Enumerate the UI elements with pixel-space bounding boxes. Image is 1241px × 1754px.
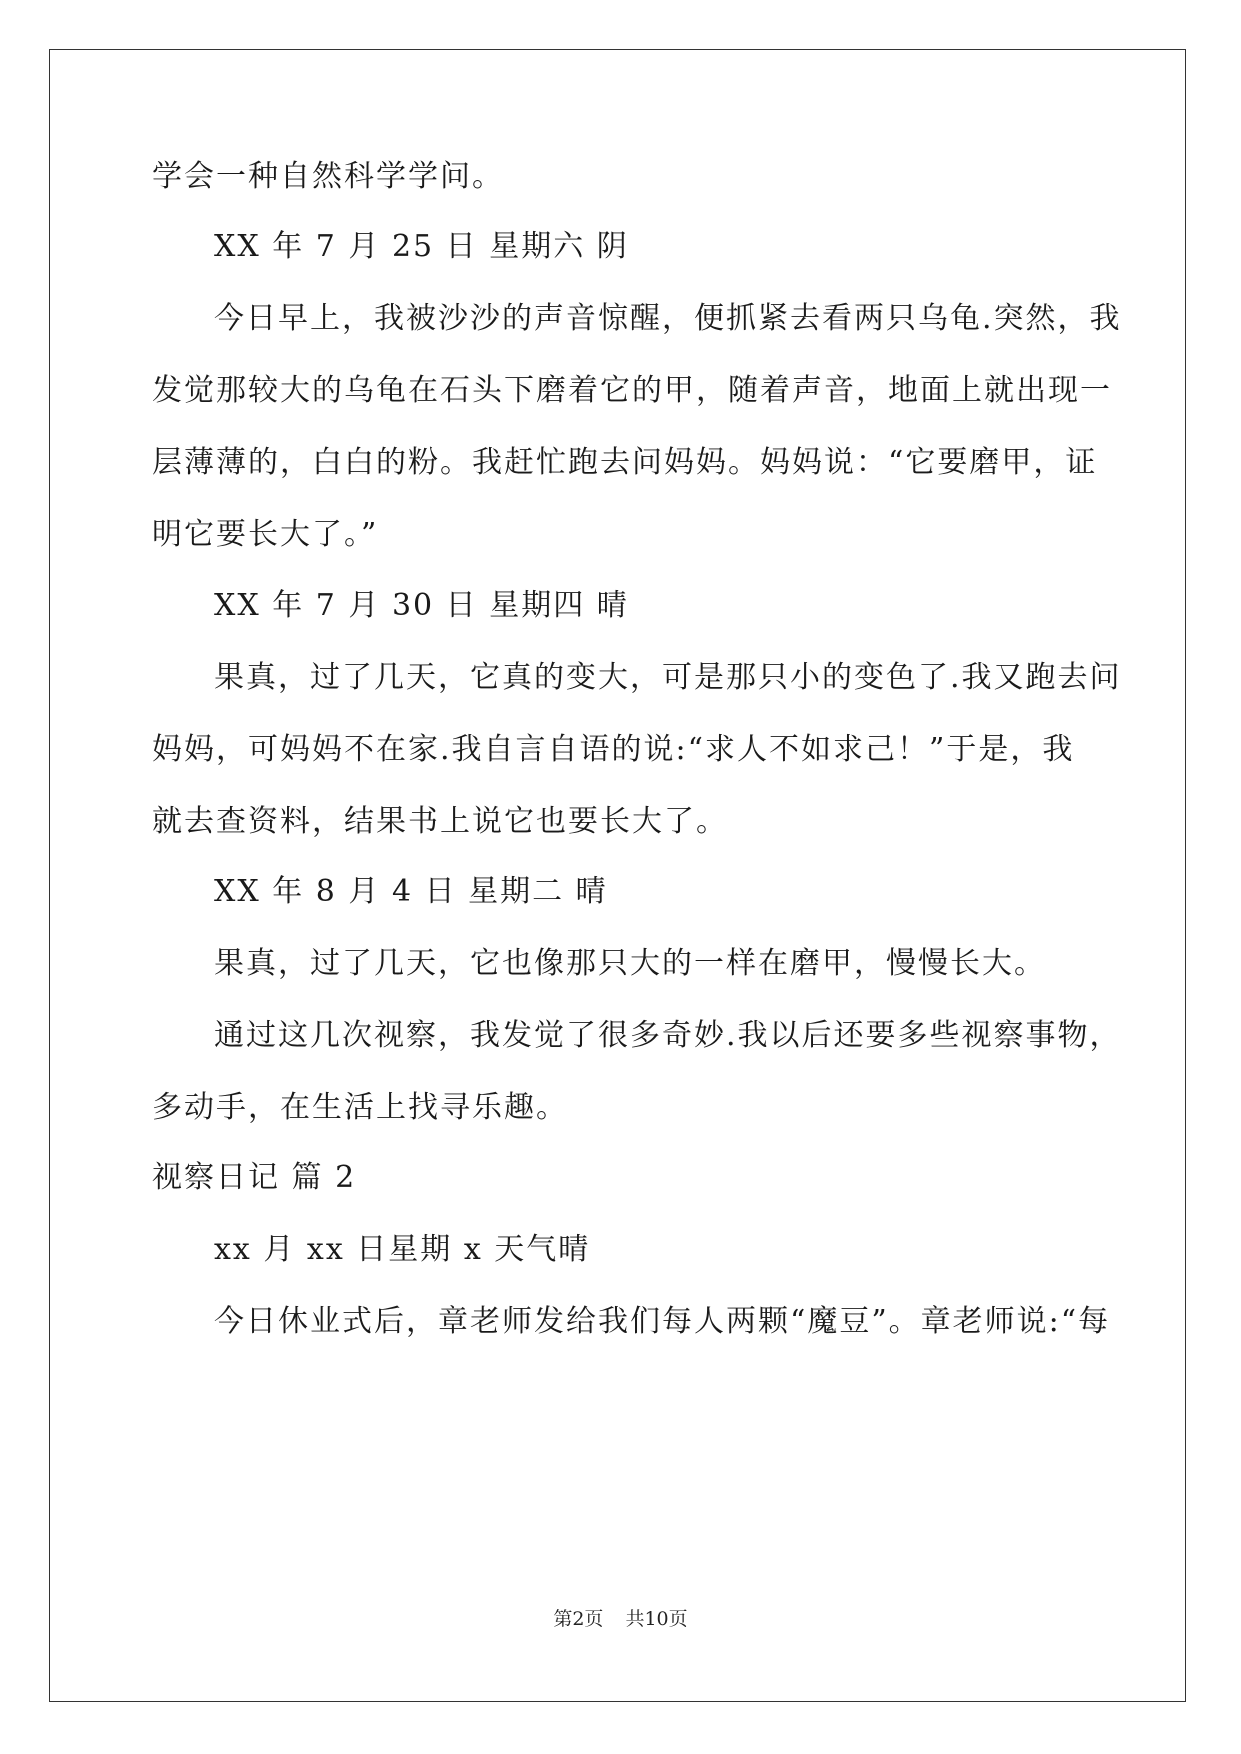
text-line: 多动手，在生活上找寻乐趣。 bbox=[152, 1090, 568, 1125]
diary-date-heading: xx 月 xx 日星期 x 天气晴 bbox=[214, 1232, 591, 1267]
text-line: 果真，过了几天，它也像那只大的一样在磨甲，慢慢长大。 bbox=[214, 946, 1046, 981]
text-line: 层薄薄的，白白的粉。我赶忙跑去问妈妈。妈妈说：“它要磨甲，证 bbox=[152, 445, 1098, 480]
text-line: 学会一种自然科学学问。 bbox=[152, 159, 504, 194]
text-line: 通过这几次视察，我发觉了很多奇妙.我以后还要多些视察事物， bbox=[214, 1018, 1122, 1053]
text-line: 就去查资料，结果书上说它也要长大了。 bbox=[152, 804, 728, 839]
page-footer bbox=[0, 1607, 1241, 1631]
text-line: 今日早上，我被沙沙的声音惊醒，便抓紧去看两只乌龟.突然，我 bbox=[214, 301, 1122, 336]
diary-date-heading: XX 年 7 月 30 日 星期四 晴 bbox=[214, 588, 629, 623]
text-line: 果真，过了几天，它真的变大，可是那只小的变色了.我又跑去问 bbox=[214, 660, 1122, 695]
text-line: 今日休业式后，章老师发给我们每人两颗“魔豆”。章老师说:“每 bbox=[214, 1304, 1111, 1339]
text-line: 妈妈，可妈妈不在家.我自言自语的说:“求人不如求己！”于是，我 bbox=[152, 732, 1075, 767]
diary-date-heading: XX 年 8 月 4 日 星期二 晴 bbox=[214, 874, 608, 909]
section-title: 视察日记 篇 2 bbox=[152, 1160, 357, 1195]
text-line: 发觉那较大的乌龟在石头下磨着它的甲，随着声音，地面上就出现一 bbox=[152, 373, 1112, 408]
diary-date-heading: XX 年 7 月 25 日 星期六 阴 bbox=[214, 229, 629, 264]
page-number: 第2页 bbox=[553, 1608, 604, 1630]
text-line: 明它要长大了。” bbox=[152, 517, 379, 552]
page-total: 共10页 bbox=[625, 1608, 688, 1630]
